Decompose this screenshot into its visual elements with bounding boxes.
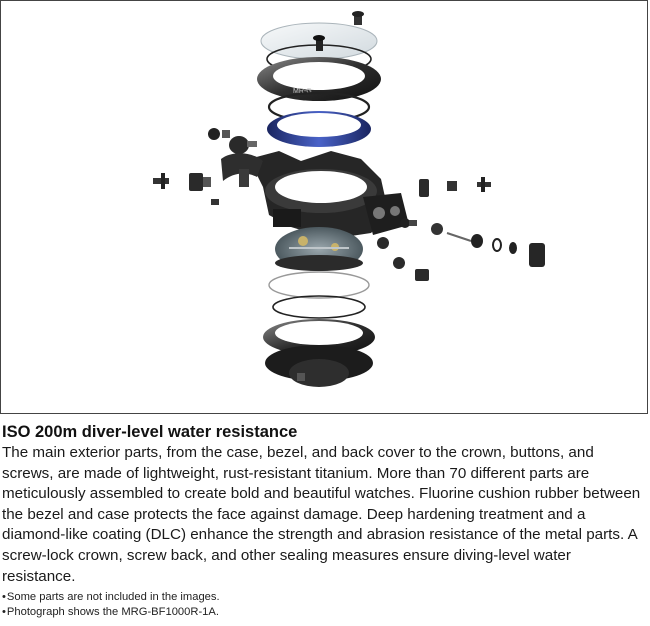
pushers-and-crown — [377, 218, 545, 281]
section-heading: ISO 200m diver-level water resistance — [2, 423, 298, 441]
footnote-list — [2, 590, 648, 619]
main-case — [221, 151, 409, 239]
footnote-item: • Photograph shows the MRG-BF1000R-1A. — [2, 605, 648, 620]
back-cover — [263, 319, 375, 387]
blue-ring — [267, 111, 371, 147]
svg-text:MR-G: MR-G — [293, 88, 312, 95]
bezel — [257, 57, 381, 101]
left-crown-assembly — [208, 128, 257, 154]
description-paragraph: The main exterior parts, from the case, bezel, and back cover to the crown, buttons, and screws, are made of lightweight, rust-resistant titanium. More than 70 different parts are meticulously assembled to create bold and beautiful watches. Fluorine cushion rubber between the bezel and case protects the face against damage. Deep hardening treatment and a diamond-like coating (DLC) enhance the strength and abrasion resistance of the metal parts. A screw-lock crown, screw back, and other sealing measures ensure diving-level water resistance. — [2, 444, 641, 585]
description-section — [2, 418, 648, 619]
right-side-parts — [419, 177, 491, 197]
crystal-disc — [261, 23, 377, 59]
exploded-watch-svg — [1, 1, 647, 413]
top-screw — [352, 11, 364, 25]
gasket-ring-lower — [273, 296, 365, 318]
dial-ring — [269, 272, 369, 298]
movement — [275, 227, 363, 271]
footnote-item: • Some parts are not included in the images. — [2, 590, 648, 605]
